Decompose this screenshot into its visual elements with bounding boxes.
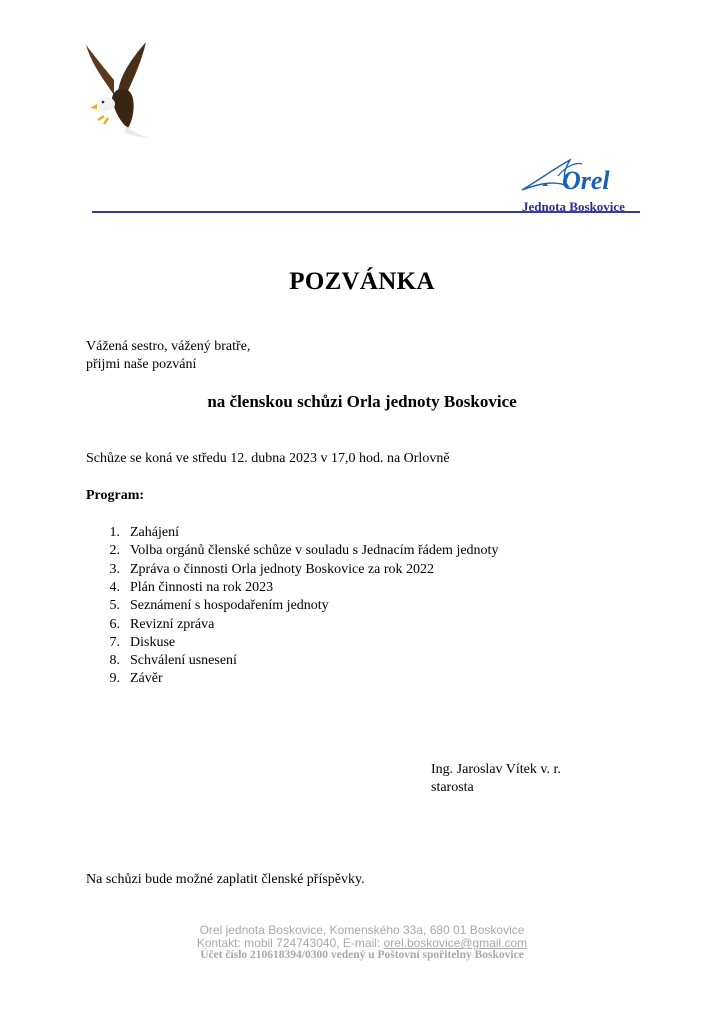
footer-contact-text: Kontakt: mobil 724743040, E-mail: <box>196 936 384 950</box>
greeting-line-1: Vážená sestro, vážený bratře, <box>86 339 251 354</box>
program-label: Program: <box>86 488 145 503</box>
orel-logo <box>518 156 642 196</box>
agenda-item-number: 5. <box>109 598 120 614</box>
document-title: POZVÁNKA <box>289 268 435 295</box>
greeting-line-2: přijmi naše pozvání <box>86 357 197 372</box>
branch-name: Jednota Boskovice <box>522 199 625 214</box>
eagle-illustration <box>84 40 154 140</box>
footer-bank-account: Účet číslo 210618394/0300 vedený u Poštovní spořitelny Boskovice <box>200 949 524 961</box>
agenda-item-text: Plán činnosti na rok 2023 <box>130 579 274 595</box>
agenda-item-number: 4. <box>109 579 120 595</box>
payment-note: Na schůzi bude možné zaplatit členské příspěvky. <box>86 872 365 887</box>
signature-role: starosta <box>431 780 474 795</box>
agenda-item-text: Závěr <box>130 671 163 687</box>
signature-name: Ing. Jaroslav Vítek v. r. <box>431 762 561 777</box>
agenda-item-text: Revizní zpráva <box>130 616 215 632</box>
agenda-item-number: 7. <box>109 634 120 650</box>
agenda-item-number: 6. <box>109 616 120 632</box>
meeting-heading: na členskou schůzi Orla jednoty Boskovice <box>207 392 517 411</box>
header-divider <box>92 211 640 213</box>
agenda-item-number: 8. <box>109 653 120 669</box>
agenda-item-text: Seznámení s hospodařením jednoty <box>130 598 329 614</box>
orel-logo-text: Orel <box>562 166 610 195</box>
agenda-item-text: Diskuse <box>130 634 176 650</box>
agenda-item-number: 9. <box>109 671 120 687</box>
footer-contact <box>0 936 724 950</box>
agenda-item-text: Schválení usnesení <box>130 653 237 669</box>
email-link[interactable]: orel.boskovice@gmail.com <box>383 936 528 950</box>
meeting-date-line: Schůze se koná ve středu 12. dubna 2023 v 17,0 hod. na Orlovně <box>86 451 450 466</box>
agenda-item-number: 3. <box>109 561 120 577</box>
agenda-item-text: Volba orgánů členské schůze v souladu s Jednacím řádem jednoty <box>130 543 499 559</box>
agenda-item-number: 2. <box>109 543 120 559</box>
agenda-item-text: Zpráva o činnosti Orla jednoty Boskovice za rok 2022 <box>130 561 435 577</box>
footer-address: Orel jednota Boskovice, Komenského 33a, 680 01 Boskovice <box>199 923 525 937</box>
agenda-item-text: Zahájení <box>130 525 179 540</box>
agenda-item-number: 1. <box>109 525 120 540</box>
